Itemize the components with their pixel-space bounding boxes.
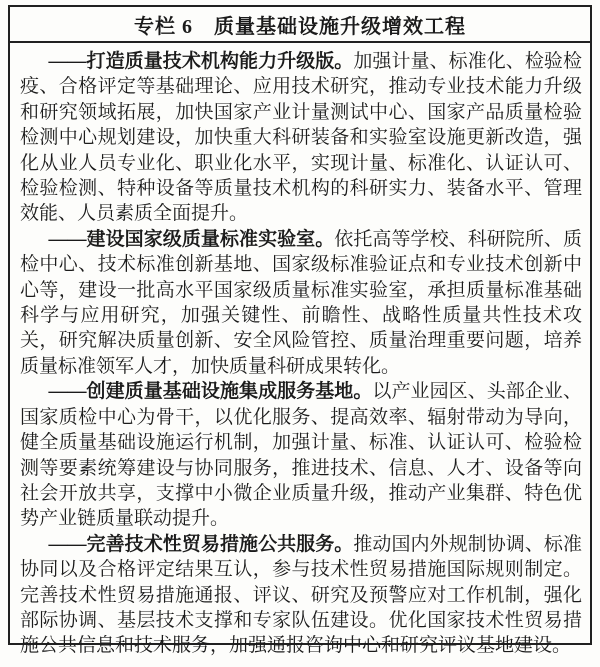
- paragraph-4: [20, 532, 582, 659]
- paragraph-3: [20, 379, 582, 531]
- paragraph-1-lead: ——打造质量技术机构能力升级版。: [48, 51, 354, 72]
- paragraph-3-lead: ——创建质量基础设施集成服务基地。: [48, 381, 373, 403]
- column-title: 专栏 6 质量基础设施升级增效工程: [10, 7, 590, 43]
- paragraph-2-text: 依托高等学校、科研院所、质检中心、技术标准创新基地、国家级标准验证点和专业技术创新中心等，建设一批高水平国家级质量标准实验室，承担质量标准基础科学与应用研究，加强关键性、前瞻性、战略性质量共性技术攻关，研究解决质量创新、安全风险管控、质量治理重要问题，培养质量标准领军人才，加快质量科研成果转化。: [20, 228, 582, 377]
- paragraph-1: [20, 49, 582, 227]
- paragraph-4-lead: ——完善技术性贸易措施公共服务。: [48, 533, 354, 555]
- paragraph-2: [20, 227, 582, 379]
- paragraph-2-lead: ——建设国家级质量标准实验室。: [48, 228, 335, 250]
- paragraph-3-text: 以产业园区、头部企业、国家质检中心为骨干，以优化服务、提高效率、辐射带动为导向，健全质量基础设施运行机制，加强计量、标准、认证认可、检验检测等要素统筹建设与协同服务，推进技术、信息、人才、设备等向社会开放共享，支撑中小微企业质量升级，推动产业集群、特色优势产业链质量联动提升。: [20, 381, 582, 530]
- paragraph-1-text: 加强计量、标准化、检验检疫、合格评定等基础理论、应用技术研究，推动专业技术能力升级和研究领域拓展，加快国家产业计量测试中心、国家产品质量检验检测中心规划建设，加快重大科研装备和实验室设施更新改造，强化从业人员专业化、职业化水平，实现计量、标准化、认证认可、检验检测、特种设备等质量技术机构的科研实力、装备水平、管理效能、人员素质全面提升。: [20, 51, 582, 225]
- column-body: [10, 43, 590, 667]
- column-box: [8, 5, 592, 657]
- paragraph-4-text: 推动国内外规制协调、标准协同以及合格评定结果互认，参与技术性贸易措施国际规则制定。完善技术性贸易措施通报、评议、研究及预警应对工作机制，强化部际协调、基层技术支撑和专家队伍建设。优化国家技术性贸易措施公共信息和技术服务，加强通报咨询中心和研究评议基地建设。: [20, 533, 582, 657]
